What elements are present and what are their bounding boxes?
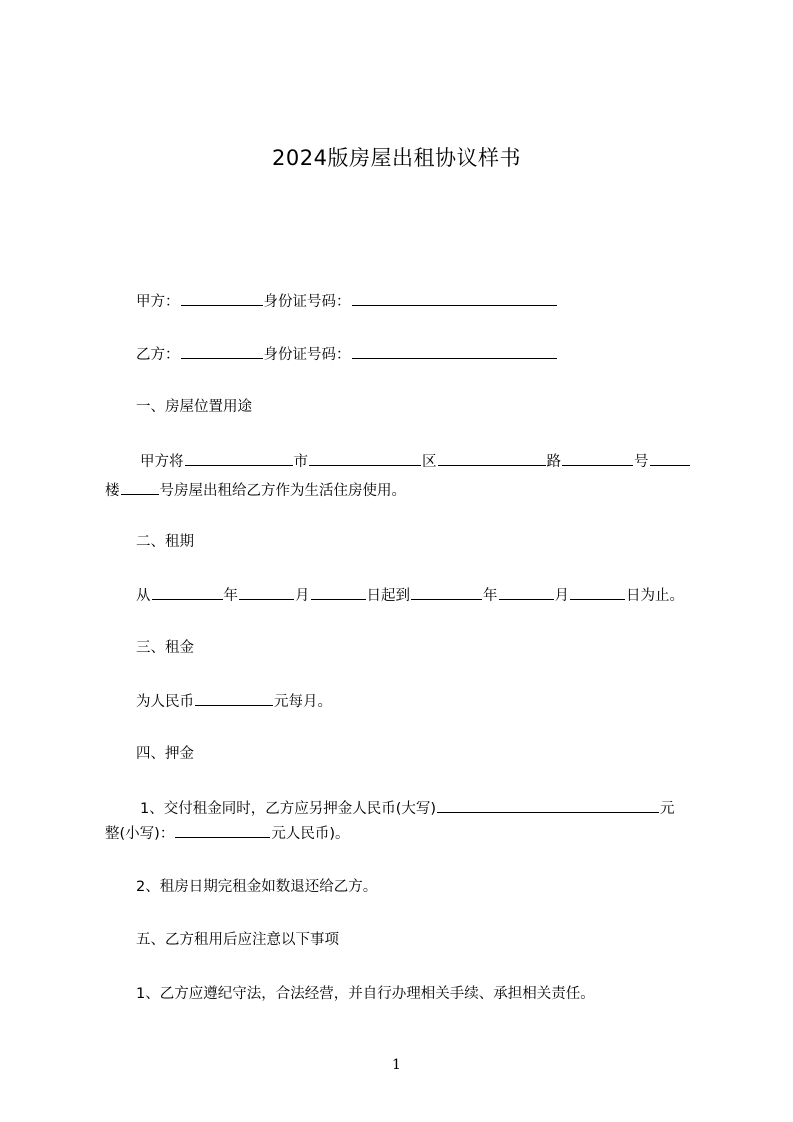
party-a-name-blank bbox=[181, 291, 263, 306]
section-1-address-line-2 bbox=[105, 480, 406, 501]
s4-text-p1d: 元人民币)。 bbox=[271, 826, 350, 842]
party-b-label: 乙方： bbox=[136, 347, 180, 363]
section-4-deposit-line-2 bbox=[105, 823, 350, 844]
building-blank bbox=[650, 451, 690, 466]
start-month-blank bbox=[239, 585, 294, 600]
s1-text-building: 楼 bbox=[105, 483, 120, 499]
section-5-item-1: 1、乙方应遵纪守法，合法经营，并自行办理相关手续、承担相关责任。 bbox=[136, 986, 595, 1002]
start-day-blank bbox=[311, 585, 366, 600]
section-5-heading: 五、乙方租用后应注意以下事项 bbox=[136, 932, 339, 948]
s1-text-rest: 号房屋出租给乙方作为生活住房使用。 bbox=[159, 483, 406, 499]
section-3-heading: 三、租金 bbox=[136, 640, 194, 656]
s1-text-city: 市 bbox=[293, 454, 308, 470]
s4-text-p1a: 1、交付租金同时，乙方应另押金人民币(大写) bbox=[140, 801, 437, 817]
district-blank bbox=[309, 451, 421, 466]
page-number: 1 bbox=[392, 1057, 401, 1073]
s3-text-a: 为人民币 bbox=[136, 694, 194, 710]
party-b-name-blank bbox=[181, 344, 263, 359]
party-b-id-label: 身份证号码： bbox=[263, 347, 351, 363]
section-2-heading: 二、租期 bbox=[136, 534, 194, 550]
room-blank bbox=[121, 480, 159, 495]
s4-text-p1c: 整(小写)： bbox=[105, 826, 175, 842]
number-blank bbox=[562, 451, 633, 466]
s4-text-p1b: 元 bbox=[660, 801, 675, 817]
section-2-term-line bbox=[136, 585, 684, 606]
party-a-label: 甲方： bbox=[136, 294, 180, 310]
s1-text-district: 区 bbox=[422, 454, 437, 470]
s2-text-month2: 月 bbox=[554, 588, 569, 604]
party-a-line bbox=[136, 291, 558, 312]
s1-text-number: 号 bbox=[634, 454, 649, 470]
end-day-blank bbox=[570, 585, 625, 600]
s2-text-day1: 日起到 bbox=[366, 588, 410, 604]
s2-text-month1: 月 bbox=[295, 588, 310, 604]
s2-text-year1: 年 bbox=[223, 588, 238, 604]
party-b-line bbox=[136, 344, 558, 365]
party-a-id-label: 身份证号码： bbox=[263, 294, 351, 310]
road-blank bbox=[438, 451, 546, 466]
section-1-address-line bbox=[140, 451, 691, 472]
s2-text-day2: 日为止。 bbox=[626, 588, 684, 604]
section-4-deposit-line bbox=[140, 798, 675, 819]
party-b-id-blank bbox=[352, 344, 557, 359]
end-month-blank bbox=[499, 585, 554, 600]
city-blank bbox=[185, 451, 293, 466]
deposit-lowercase-blank bbox=[175, 823, 270, 838]
s1-text-a: 甲方将 bbox=[140, 454, 184, 470]
deposit-uppercase-blank bbox=[437, 798, 659, 813]
rent-amount-blank bbox=[195, 691, 273, 706]
start-year-blank bbox=[152, 585, 223, 600]
s2-text-from: 从 bbox=[136, 588, 151, 604]
party-a-id-blank bbox=[352, 291, 557, 306]
section-3-rent-line bbox=[136, 691, 332, 712]
s3-text-b: 元每月。 bbox=[274, 694, 332, 710]
section-1-heading: 一、房屋位置用途 bbox=[136, 399, 252, 415]
s2-text-year2: 年 bbox=[483, 588, 498, 604]
s1-text-road: 路 bbox=[546, 454, 561, 470]
end-year-blank bbox=[411, 585, 482, 600]
section-4-refund-line: 2、租房日期完租金如数退还给乙方。 bbox=[136, 879, 378, 895]
document-title: 2024版房屋出租协议样书 bbox=[272, 146, 521, 170]
section-4-heading: 四、押金 bbox=[136, 746, 194, 762]
